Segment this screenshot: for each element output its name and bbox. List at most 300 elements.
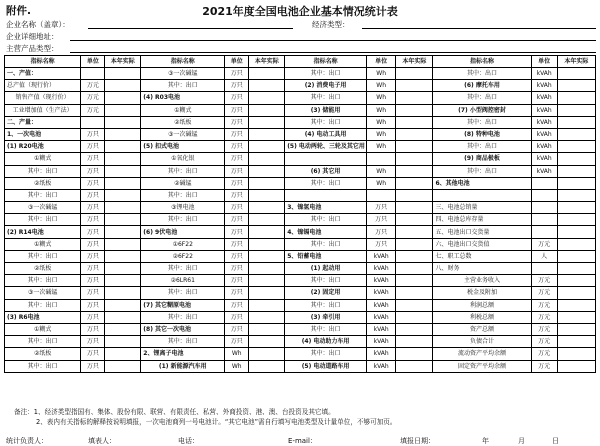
actual-value-cell[interactable] bbox=[105, 348, 141, 360]
actual-value-cell[interactable] bbox=[105, 250, 141, 262]
indicator-unit: 万只 bbox=[225, 299, 249, 311]
indicator-unit: 万只 bbox=[81, 348, 105, 360]
indicator-unit: kVAh bbox=[366, 275, 395, 287]
notes bbox=[14, 407, 397, 427]
indicator-unit: kVAh bbox=[531, 68, 557, 80]
actual-value-cell[interactable] bbox=[396, 263, 433, 275]
indicator-name: (6) 摩托车用 bbox=[433, 80, 531, 92]
actual-value-cell[interactable] bbox=[249, 238, 285, 250]
indicator-name: 固定资产平均余额 bbox=[433, 360, 531, 372]
indicator-name: 其中：出口 bbox=[433, 92, 531, 104]
table-row bbox=[5, 128, 596, 140]
actual-value-cell[interactable] bbox=[557, 263, 595, 275]
actual-value-cell[interactable] bbox=[396, 116, 433, 128]
indicator-unit bbox=[531, 177, 557, 189]
actual-value-cell[interactable] bbox=[396, 336, 433, 348]
indicator-name: 流动资产平均余额 bbox=[433, 348, 531, 360]
actual-value-cell[interactable] bbox=[249, 287, 285, 299]
actual-value-cell[interactable] bbox=[557, 311, 595, 323]
actual-value-cell[interactable] bbox=[249, 360, 285, 372]
actual-value-cell[interactable] bbox=[105, 336, 141, 348]
table-row bbox=[5, 202, 596, 214]
indicator-unit: 万只 bbox=[366, 214, 395, 226]
actual-value-cell[interactable] bbox=[557, 165, 595, 177]
indicator-unit bbox=[81, 116, 105, 128]
indicator-name: 其中：出口 bbox=[141, 214, 225, 226]
indicator-name: (5) 扣式电池 bbox=[141, 141, 225, 153]
indicator-name: 三、电池总销量 bbox=[433, 202, 531, 214]
indicator-name: 其中：出口 bbox=[285, 323, 367, 335]
indicator-name: ①氧化银 bbox=[141, 153, 225, 165]
indicator-unit: 万只 bbox=[81, 189, 105, 201]
actual-value-cell[interactable] bbox=[396, 323, 433, 335]
actual-value-cell[interactable] bbox=[396, 189, 433, 201]
indicator-unit: 万只 bbox=[81, 336, 105, 348]
indicator-unit: 万只 bbox=[225, 177, 249, 189]
actual-value-cell[interactable] bbox=[105, 80, 141, 92]
indicator-unit: kVAh bbox=[531, 141, 557, 153]
indicator-name: 其中：出口 bbox=[433, 141, 531, 153]
indicator-unit: 万只 bbox=[81, 128, 105, 140]
indicator-name: 其中：出口 bbox=[141, 311, 225, 323]
actual-value-cell[interactable] bbox=[557, 116, 595, 128]
indicator-unit: 万只 bbox=[225, 165, 249, 177]
actual-value-cell[interactable] bbox=[396, 92, 433, 104]
actual-value-cell[interactable] bbox=[396, 165, 433, 177]
actual-value-cell[interactable] bbox=[396, 311, 433, 323]
actual-value-cell[interactable] bbox=[249, 92, 285, 104]
indicator-unit: 万只 bbox=[225, 250, 249, 262]
actual-value-cell[interactable] bbox=[249, 141, 285, 153]
actual-value-cell[interactable] bbox=[396, 226, 433, 238]
indicator-name: (6) 9伏电池 bbox=[141, 226, 225, 238]
indicator-unit: 万只 bbox=[225, 104, 249, 116]
indicator-name bbox=[285, 189, 367, 201]
actual-value-cell[interactable] bbox=[557, 128, 595, 140]
table-row bbox=[5, 299, 596, 311]
actual-value-cell[interactable] bbox=[557, 226, 595, 238]
indicator-name: 一、产值： bbox=[5, 68, 81, 80]
company-name-field[interactable] bbox=[88, 28, 293, 29]
col-header-actual: 本年实际 bbox=[557, 56, 595, 68]
indicator-name: ①糊式 bbox=[5, 323, 81, 335]
indicator-name: 其中：出口 bbox=[285, 177, 367, 189]
table-row bbox=[5, 311, 596, 323]
actual-value-cell[interactable] bbox=[396, 287, 433, 299]
table-row bbox=[5, 189, 596, 201]
actual-value-cell[interactable] bbox=[557, 177, 595, 189]
actual-value-cell[interactable] bbox=[557, 141, 595, 153]
indicator-unit: 万元 bbox=[531, 287, 557, 299]
date-day: 日 bbox=[552, 437, 559, 445]
indicator-unit: 万只 bbox=[81, 287, 105, 299]
indicator-name: (8) 特种电池 bbox=[433, 128, 531, 140]
indicator-unit: 万元 bbox=[81, 104, 105, 116]
indicator-name: 利税总额 bbox=[433, 311, 531, 323]
indicator-name: (3) R6电池 bbox=[5, 311, 81, 323]
actual-value-cell[interactable] bbox=[396, 177, 433, 189]
actual-value-cell[interactable] bbox=[249, 153, 285, 165]
filler-label: 填表人： bbox=[88, 437, 116, 445]
indicator-name: ③一次碱锰 bbox=[141, 128, 225, 140]
phone-label: 电话： bbox=[178, 437, 199, 445]
indicator-name: 其中：出口 bbox=[5, 275, 81, 287]
indicator-name: ①糊式 bbox=[5, 153, 81, 165]
indicator-name: 二、产量： bbox=[5, 116, 81, 128]
table-row bbox=[5, 153, 596, 165]
indicator-name: 税金及附加 bbox=[433, 287, 531, 299]
indicator-name: 负债合计 bbox=[433, 336, 531, 348]
table-row bbox=[5, 263, 596, 275]
indicator-unit: 万只 bbox=[225, 202, 249, 214]
indicator-unit: kVAh bbox=[366, 299, 395, 311]
indicator-name: 工业增加值（生产法） bbox=[5, 104, 81, 116]
indicator-unit: 万只 bbox=[225, 323, 249, 335]
indicator-name: 其中：出口 bbox=[285, 214, 367, 226]
actual-value-cell[interactable] bbox=[249, 214, 285, 226]
indicator-name: (9) 商品极板 bbox=[433, 153, 531, 165]
actual-value-cell[interactable] bbox=[105, 92, 141, 104]
actual-value-cell[interactable] bbox=[249, 80, 285, 92]
actual-value-cell[interactable] bbox=[249, 116, 285, 128]
economy-type-field[interactable] bbox=[362, 28, 596, 29]
products-field[interactable] bbox=[70, 52, 596, 53]
indicator-unit: 万只 bbox=[366, 238, 395, 250]
actual-value-cell[interactable] bbox=[105, 299, 141, 311]
indicator-unit: 万只 bbox=[81, 165, 105, 177]
actual-value-cell[interactable] bbox=[249, 336, 285, 348]
col-header-indicator: 指标名称 bbox=[433, 56, 531, 68]
indicator-name: 其中：出口 bbox=[5, 189, 81, 201]
indicator-unit: 万只 bbox=[225, 336, 249, 348]
indicator-unit: 万只 bbox=[81, 226, 105, 238]
indicator-unit: 万元 bbox=[531, 360, 557, 372]
indicator-name: (7) 其它糊原电池 bbox=[141, 299, 225, 311]
indicator-unit: 万只 bbox=[225, 263, 249, 275]
indicator-name: ②纸板 bbox=[5, 177, 81, 189]
indicator-name: (6) 其它用 bbox=[285, 165, 367, 177]
indicator-name: 其中：出口 bbox=[5, 214, 81, 226]
indicator-name: 四、电池总库存量 bbox=[433, 214, 531, 226]
indicator-name: ①糊式 bbox=[5, 238, 81, 250]
indicator-name: ③锂电池 bbox=[141, 202, 225, 214]
actual-value-cell[interactable] bbox=[105, 116, 141, 128]
indicator-name: (4) 电动工具用 bbox=[285, 128, 367, 140]
indicator-unit: Wh bbox=[225, 360, 249, 372]
indicator-name: 七、职工总数 bbox=[433, 250, 531, 262]
actual-value-cell[interactable] bbox=[396, 238, 433, 250]
indicator-name: 总产值（现行价） bbox=[5, 80, 81, 92]
indicator-name: 利润总额 bbox=[433, 299, 531, 311]
indicator-name: 其中：出口 bbox=[433, 165, 531, 177]
indicator-name: (2) 消费电子用 bbox=[285, 80, 367, 92]
indicator-unit: 万只 bbox=[81, 153, 105, 165]
actual-value-cell[interactable] bbox=[105, 323, 141, 335]
actual-value-cell[interactable] bbox=[396, 202, 433, 214]
actual-value-cell[interactable] bbox=[249, 348, 285, 360]
indicator-unit bbox=[531, 202, 557, 214]
actual-value-cell[interactable] bbox=[557, 250, 595, 262]
actual-value-cell[interactable] bbox=[396, 128, 433, 140]
actual-value-cell[interactable] bbox=[557, 153, 595, 165]
indicator-unit: 万只 bbox=[81, 311, 105, 323]
indicator-name: (2) R14电池 bbox=[5, 226, 81, 238]
indicator-name: ②纸板 bbox=[141, 116, 225, 128]
col-header-unit: 单位 bbox=[366, 56, 395, 68]
indicator-unit: kVAh bbox=[366, 287, 395, 299]
actual-value-cell[interactable] bbox=[249, 104, 285, 116]
indicator-name: ①6F22 bbox=[141, 238, 225, 250]
col-header-unit: 单位 bbox=[81, 56, 105, 68]
indicator-name: 2、锂离子电池 bbox=[141, 348, 225, 360]
date-label: 填报日期： bbox=[400, 437, 435, 445]
table-row bbox=[5, 116, 596, 128]
actual-value-cell[interactable] bbox=[105, 104, 141, 116]
address-field[interactable] bbox=[70, 40, 596, 41]
actual-value-cell[interactable] bbox=[396, 360, 433, 372]
actual-value-cell[interactable] bbox=[249, 189, 285, 201]
actual-value-cell[interactable] bbox=[105, 165, 141, 177]
indicator-name: (5) 电动道路车用 bbox=[285, 360, 367, 372]
indicator-name: 其中：出口 bbox=[141, 80, 225, 92]
col-header-indicator: 指标名称 bbox=[285, 56, 367, 68]
actual-value-cell[interactable] bbox=[557, 214, 595, 226]
actual-value-cell[interactable] bbox=[396, 250, 433, 262]
table-row bbox=[5, 287, 596, 299]
actual-value-cell[interactable] bbox=[249, 226, 285, 238]
table-row bbox=[5, 165, 596, 177]
indicator-unit: Wh bbox=[366, 80, 395, 92]
actual-value-cell[interactable] bbox=[396, 299, 433, 311]
indicator-name: 其中：出口 bbox=[5, 250, 81, 262]
actual-value-cell[interactable] bbox=[557, 299, 595, 311]
note-line-1: 备注：1、经济类型指国有、集体、股份有限、联营、有限责任、私营、外商投资、港、澳、台投资及其它填。 bbox=[14, 408, 335, 416]
actual-value-cell[interactable] bbox=[249, 299, 285, 311]
indicator-name: 其中：出口 bbox=[433, 68, 531, 80]
indicator-name: 4、镍镉电池 bbox=[285, 226, 367, 238]
indicator-unit: 万元 bbox=[81, 80, 105, 92]
indicator-unit: 万只 bbox=[225, 80, 249, 92]
actual-value-cell[interactable] bbox=[105, 128, 141, 140]
col-header-unit: 单位 bbox=[531, 56, 557, 68]
col-header-actual: 本年实际 bbox=[105, 56, 141, 68]
indicator-unit: kVAh bbox=[366, 323, 395, 335]
indicator-name: ②纸板 bbox=[5, 263, 81, 275]
indicator-unit: 万元 bbox=[531, 311, 557, 323]
indicator-unit: 人 bbox=[531, 250, 557, 262]
indicator-unit: 万只 bbox=[81, 141, 105, 153]
indicator-unit: Wh bbox=[366, 141, 395, 153]
indicator-unit: 万元 bbox=[531, 323, 557, 335]
indicator-name: 其中：出口 bbox=[285, 116, 367, 128]
indicator-name: 5、铅蓄电池 bbox=[285, 250, 367, 262]
indicator-name: ③一次碱锰 bbox=[5, 202, 81, 214]
actual-value-cell[interactable] bbox=[557, 360, 595, 372]
attachment-label: 附件. bbox=[6, 5, 31, 17]
indicator-unit: Wh bbox=[366, 128, 395, 140]
indicator-name: (1) 新能源汽车用 bbox=[141, 360, 225, 372]
indicator-unit: 万只 bbox=[81, 275, 105, 287]
indicator-unit: Wh bbox=[366, 68, 395, 80]
indicator-unit: 万只 bbox=[225, 214, 249, 226]
indicator-name: 五、电池出口交货量 bbox=[433, 226, 531, 238]
actual-value-cell[interactable] bbox=[249, 128, 285, 140]
indicator-unit: Wh bbox=[225, 348, 249, 360]
indicator-unit: Wh bbox=[366, 165, 395, 177]
actual-value-cell[interactable] bbox=[396, 68, 433, 80]
actual-value-cell[interactable] bbox=[557, 323, 595, 335]
table-row bbox=[5, 348, 596, 360]
indicator-unit: 万只 bbox=[225, 116, 249, 128]
actual-value-cell[interactable] bbox=[396, 214, 433, 226]
indicator-name: (7) 小型阀控密封 bbox=[433, 104, 531, 116]
indicator-unit bbox=[366, 189, 395, 201]
actual-value-cell[interactable] bbox=[557, 92, 595, 104]
indicator-name: ②纸板 bbox=[5, 348, 81, 360]
indicator-unit: kVAh bbox=[531, 92, 557, 104]
actual-value-cell[interactable] bbox=[105, 214, 141, 226]
indicator-unit: kVAh bbox=[531, 153, 557, 165]
actual-value-cell[interactable] bbox=[557, 202, 595, 214]
indicator-name: (5) 电动两轮、三轮及其它用 bbox=[285, 141, 367, 153]
indicator-name: 6、其他电池 bbox=[433, 177, 531, 189]
actual-value-cell[interactable] bbox=[105, 238, 141, 250]
indicator-unit: 万只 bbox=[225, 226, 249, 238]
actual-value-cell[interactable] bbox=[249, 250, 285, 262]
actual-value-cell[interactable] bbox=[557, 287, 595, 299]
actual-value-cell[interactable] bbox=[249, 263, 285, 275]
indicator-unit: 万只 bbox=[81, 177, 105, 189]
actual-value-cell[interactable] bbox=[249, 165, 285, 177]
indicator-unit: 万只 bbox=[225, 153, 249, 165]
indicator-name: (1) 起动用 bbox=[285, 263, 367, 275]
indicator-unit: 万只 bbox=[81, 250, 105, 262]
indicator-unit: Wh bbox=[366, 177, 395, 189]
actual-value-cell[interactable] bbox=[396, 141, 433, 153]
indicator-unit bbox=[531, 226, 557, 238]
indicator-unit: 万只 bbox=[225, 238, 249, 250]
indicator-unit bbox=[366, 153, 395, 165]
actual-value-cell[interactable] bbox=[557, 80, 595, 92]
actual-value-cell[interactable] bbox=[396, 80, 433, 92]
indicator-unit: 万元 bbox=[531, 275, 557, 287]
economy-type-label: 经济类型： bbox=[312, 20, 350, 29]
actual-value-cell[interactable] bbox=[396, 104, 433, 116]
actual-value-cell[interactable] bbox=[249, 202, 285, 214]
indicator-name: 其中：出口 bbox=[141, 336, 225, 348]
table-row bbox=[5, 141, 596, 153]
actual-value-cell[interactable] bbox=[105, 141, 141, 153]
indicator-unit: 万元 bbox=[531, 299, 557, 311]
indicator-name: 其中：出口 bbox=[5, 165, 81, 177]
indicator-name: 销售产值（现行价） bbox=[5, 92, 81, 104]
indicator-unit: Wh bbox=[366, 104, 395, 116]
indicator-name: 主营业务收入 bbox=[433, 275, 531, 287]
actual-value-cell[interactable] bbox=[105, 287, 141, 299]
table-row bbox=[5, 104, 596, 116]
indicator-unit: 万只 bbox=[225, 275, 249, 287]
table-row bbox=[5, 226, 596, 238]
actual-value-cell[interactable] bbox=[557, 238, 595, 250]
indicator-name: 其中：出口 bbox=[141, 287, 225, 299]
actual-value-cell[interactable] bbox=[396, 348, 433, 360]
table-row bbox=[5, 214, 596, 226]
actual-value-cell[interactable] bbox=[249, 323, 285, 335]
indicator-name: (3) 储能用 bbox=[285, 104, 367, 116]
actual-value-cell[interactable] bbox=[105, 189, 141, 201]
actual-value-cell[interactable] bbox=[105, 226, 141, 238]
actual-value-cell[interactable] bbox=[105, 153, 141, 165]
indicator-unit bbox=[531, 189, 557, 201]
actual-value-cell[interactable] bbox=[396, 275, 433, 287]
indicator-name: 其中：出口 bbox=[5, 336, 81, 348]
indicator-name: (3) 牵引用 bbox=[285, 311, 367, 323]
indicator-unit: kVAh bbox=[531, 128, 557, 140]
actual-value-cell[interactable] bbox=[557, 68, 595, 80]
indicator-unit: 万只 bbox=[225, 141, 249, 153]
indicator-unit: kVAh bbox=[366, 311, 395, 323]
col-header-actual: 本年实际 bbox=[249, 56, 285, 68]
actual-value-cell[interactable] bbox=[557, 348, 595, 360]
indicator-name: 其中：出口 bbox=[433, 116, 531, 128]
indicator-unit: kVAh bbox=[531, 104, 557, 116]
actual-value-cell[interactable] bbox=[105, 177, 141, 189]
indicator-unit: kVAh bbox=[531, 80, 557, 92]
indicator-name: (2) 固定用 bbox=[285, 287, 367, 299]
stat-person-label: 统计负责人： bbox=[6, 437, 48, 445]
indicator-unit: kVAh bbox=[366, 360, 395, 372]
company-name-label: 企业名称（盖章）： bbox=[6, 20, 70, 29]
indicator-name: 其中：出口 bbox=[285, 299, 367, 311]
indicator-unit: 万只 bbox=[81, 238, 105, 250]
form-title: 2021年度全国电池企业基本情况统计表 bbox=[202, 5, 398, 18]
indicator-name: 其中：出口 bbox=[285, 238, 367, 250]
date-month: 月 bbox=[518, 437, 525, 445]
table-row bbox=[5, 250, 596, 262]
table-header-row bbox=[5, 56, 596, 68]
actual-value-cell[interactable] bbox=[557, 104, 595, 116]
actual-value-cell[interactable] bbox=[105, 275, 141, 287]
indicator-name: ②碱锰 bbox=[141, 177, 225, 189]
actual-value-cell[interactable] bbox=[105, 263, 141, 275]
actual-value-cell[interactable] bbox=[557, 275, 595, 287]
actual-value-cell[interactable] bbox=[249, 275, 285, 287]
indicator-unit: kVAh bbox=[366, 336, 395, 348]
indicator-unit: 万只 bbox=[225, 68, 249, 80]
indicator-unit: 万元 bbox=[531, 336, 557, 348]
actual-value-cell[interactable] bbox=[249, 177, 285, 189]
actual-value-cell[interactable] bbox=[396, 153, 433, 165]
actual-value-cell[interactable] bbox=[557, 189, 595, 201]
actual-value-cell[interactable] bbox=[105, 360, 141, 372]
actual-value-cell[interactable] bbox=[249, 68, 285, 80]
statistics-table bbox=[4, 55, 596, 373]
email-label: E-mail： bbox=[288, 437, 317, 445]
actual-value-cell[interactable] bbox=[557, 336, 595, 348]
table-row bbox=[5, 177, 596, 189]
indicator-name: 3、镍氢电池 bbox=[285, 202, 367, 214]
indicator-unit bbox=[81, 68, 105, 80]
actual-value-cell[interactable] bbox=[105, 68, 141, 80]
date-year: 年 bbox=[482, 437, 489, 445]
indicator-name: 六、电池出口交货值 bbox=[433, 238, 531, 250]
actual-value-cell[interactable] bbox=[105, 202, 141, 214]
actual-value-cell[interactable] bbox=[249, 311, 285, 323]
indicator-unit: kVAh bbox=[366, 348, 395, 360]
indicator-name: ②6LR61 bbox=[141, 275, 225, 287]
actual-value-cell[interactable] bbox=[105, 311, 141, 323]
indicator-name: (8) 其它一次电池 bbox=[141, 323, 225, 335]
